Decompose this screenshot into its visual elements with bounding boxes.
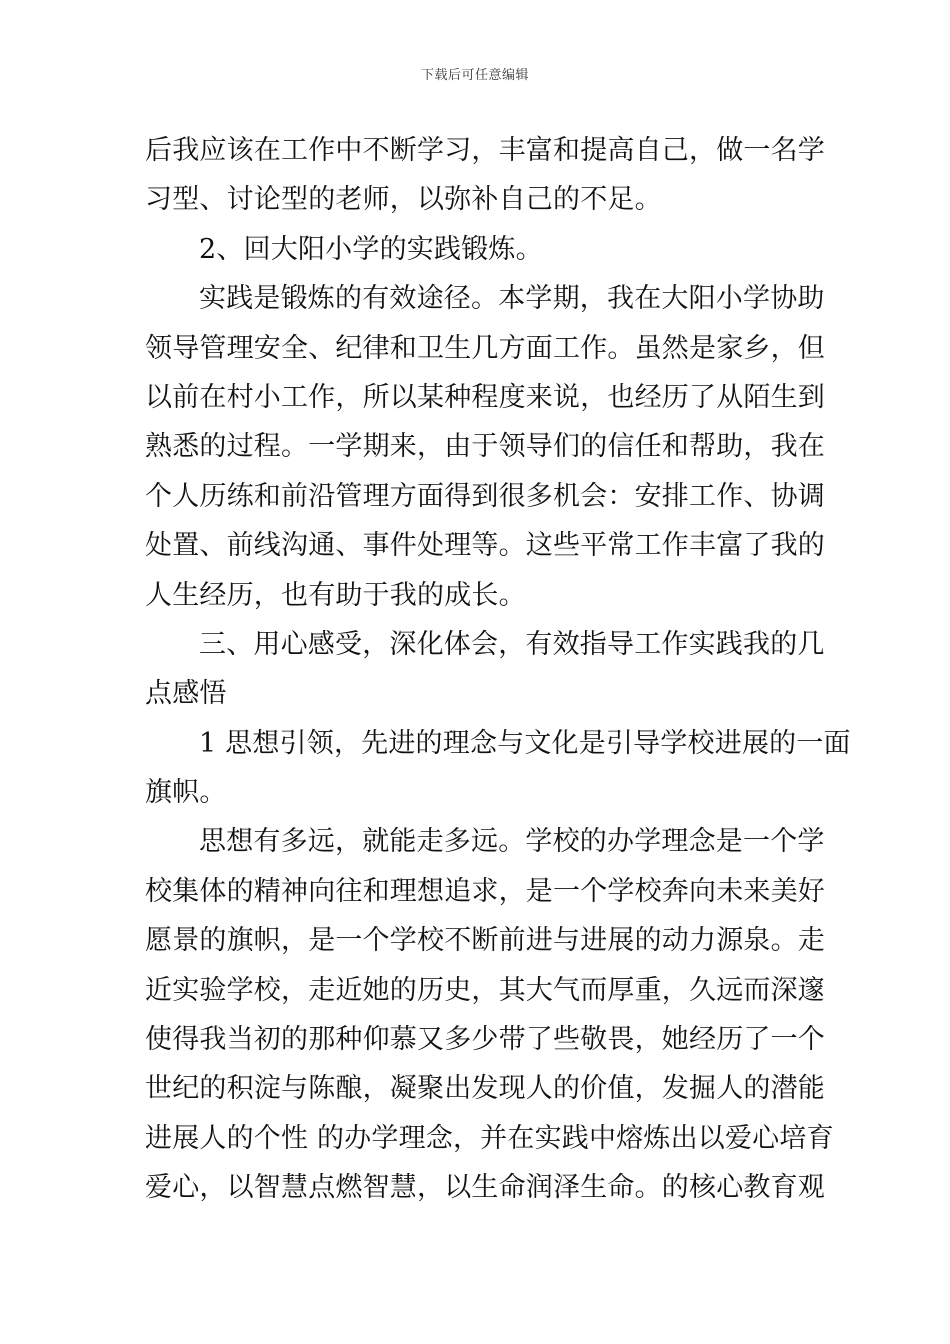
body-line: 愿景的旗帜，是一个学校不断前进与进展的动力源泉。走 bbox=[145, 925, 825, 957]
body-line: 以前在村小工作，所以某种程度来说，也经历了从陌生到 bbox=[145, 381, 825, 413]
page-header: 下载后可任意编辑 bbox=[420, 68, 529, 83]
body-line: 后我应该在工作中不断学习，丰富和提高自己，做一名学 bbox=[145, 135, 825, 166]
body-line: 习型、讨论型的老师，以弥补自己的不足。 bbox=[145, 184, 662, 216]
body-line: 校集体的精神向往和理想追求，是一个学校奔向未来美好 bbox=[145, 875, 825, 907]
section-heading: 三、用心感受，深化体会，有效指导工作实践我的几 bbox=[199, 628, 825, 660]
body-line: 世纪的积淀与陈酿，凝聚出发现人的价值，发掘人的潜能 bbox=[145, 1073, 825, 1105]
document-body bbox=[145, 126, 851, 1213]
body-line: 使得我当初的那种仰慕又多少带了些敬畏，她经历了一个 bbox=[145, 1024, 825, 1056]
section-heading: 点感悟 bbox=[145, 678, 227, 710]
body-line: 爱心，以智慧点燃智慧，以生命润泽生命。的核心教育观 bbox=[145, 1172, 825, 1204]
section-subheading: 旗帜。 bbox=[145, 777, 227, 809]
body-line: 近实验学校，走近她的历史，其大气而厚重，久远而深邃 bbox=[145, 974, 825, 1006]
body-line: 熟悉的过程。一学期来，由于领导们的信任和帮助，我在 bbox=[145, 431, 825, 463]
body-line: 领导管理安全、纪律和卫生几方面工作。虽然是家乡，但 bbox=[145, 332, 825, 364]
section-subheading: 1 思想引领，先进的理念与文化是引导学校进展的一面 bbox=[199, 727, 851, 759]
body-line: 实践是锻炼的有效途径。本学期，我在大阳小学协助 bbox=[199, 283, 825, 315]
body-line: 进展人的个性 的办学理念，并在实践中熔炼出以爱心培育 bbox=[145, 1122, 834, 1154]
body-line: 思想有多远，就能走多远。学校的办学理念是一个学 bbox=[199, 826, 825, 858]
body-line: 人生经历，也有助于我的成长。 bbox=[145, 579, 526, 611]
section-subheading: 2、回大阳小学的实践锻炼。 bbox=[199, 233, 543, 265]
body-line: 个人历练和前沿管理方面得到很多机会：安排工作、协调 bbox=[145, 480, 825, 512]
body-line: 处置、前线沟通、事件处理等。这些平常工作丰富了我的 bbox=[145, 530, 825, 562]
